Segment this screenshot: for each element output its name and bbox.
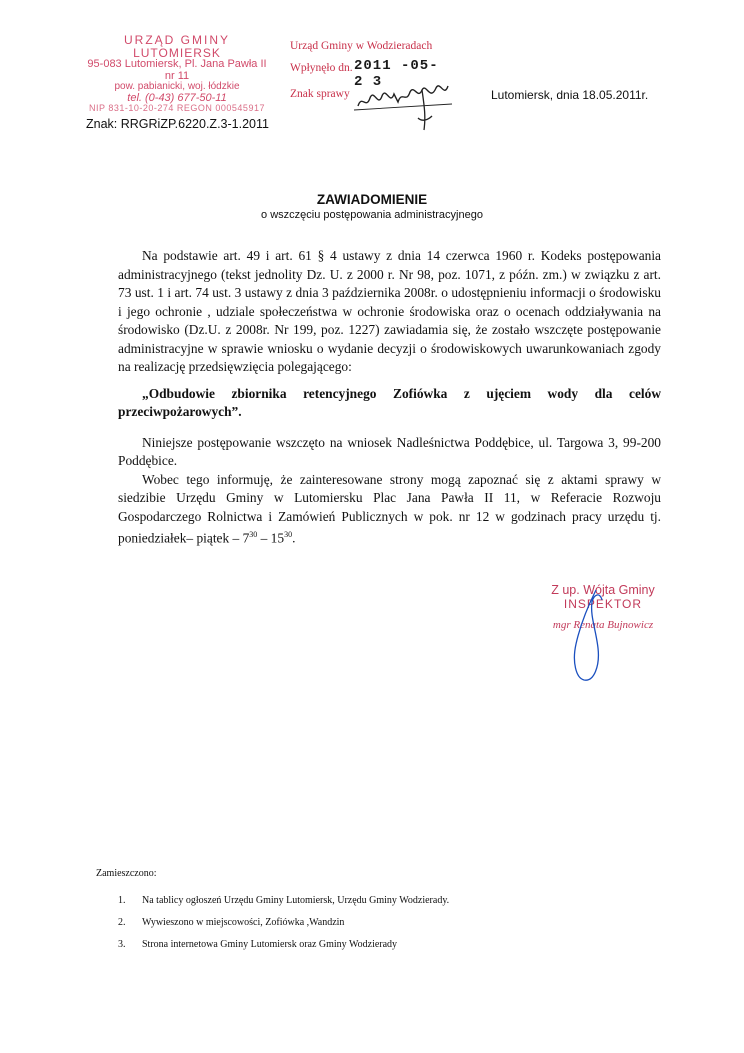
signature-line: Z up. Wójta Gminy xyxy=(551,583,655,597)
handwritten-case-number xyxy=(352,76,462,134)
stamp-line: LUTOMIERSK xyxy=(133,45,221,60)
list-item xyxy=(118,912,449,934)
hours-from: 7 xyxy=(242,530,250,546)
project-name: „Odbudowie zbiornika retencyjnego Zofiówka z ujęciem wody dla celów przeciwpożarowych”. xyxy=(118,385,661,419)
page-title: ZAWIADOMIENIE xyxy=(316,192,428,207)
signature-line: INSPEKTOR xyxy=(563,597,643,611)
paragraph: Niniejsze postępowanie wszczęto na wniosek Nadleśnictwa Poddębice, ul. Targowa 3, 99-200 Poddębice. xyxy=(118,434,661,468)
list-item xyxy=(118,890,449,912)
paragraph xyxy=(118,471,661,548)
office-stamp xyxy=(84,34,270,114)
place-date: Lutomiersk, dnia 18.05.2011r. xyxy=(491,88,649,102)
stamp-line: NIP 831-10-20-274 REGON 000545917 xyxy=(89,103,265,114)
case-label: Znak sprawy xyxy=(290,88,350,100)
document-body xyxy=(118,247,661,548)
list-item xyxy=(118,934,449,956)
paragraph: Na podstawie art. 49 i art. 61 § 4 ustawy z dnia 14 czerwca 1960 r. Kodeks postępowania administracyjnego (tekst jednolity Dz. U. z 2000 r. Nr 98, poz. 1071, z późn. zm.) w związku z art. 73 ust. 1 i art. 74 ust. 3 ustawy z dnia 3 października 2008r. o udostępnieniu informacji o środowisku i jego ochronie , udziale społeczeństwa w ochronie środowiska oraz o ocenach oddziaływania na środowisko (Dz.U. z 2008r. Nr 199, poz. 1227) zawiadamia się, że zostało wszczęte postępowanie administracyjne w sprawie wniosku o wydanie decyzji o środowiskowych uwarunkowaniach zgody na realizację przedsięwzięcia polegającego: xyxy=(118,248,661,374)
received-label: Wpłynęło dn. xyxy=(290,62,353,74)
hours-end: . xyxy=(292,530,296,546)
placements-list xyxy=(118,890,449,956)
stamp-line: 95-083 Lutomiersk, Pl. Jana Pawła II nr 11 xyxy=(87,58,267,82)
handwritten-signature xyxy=(566,586,616,686)
hours-to: 15 xyxy=(270,530,285,546)
reference-number: Znak: RRGRiZP.6220.Z.3-1.2011 xyxy=(86,117,269,131)
received-date: 2011 -05- 2 3 xyxy=(354,58,439,90)
stamp-line: tel. (0-43) 677-50-11 xyxy=(127,91,227,104)
list-number: 1. xyxy=(118,895,126,906)
list-text: Wywieszono w miejscowości, Zofiówka ,Wandzin xyxy=(142,917,345,928)
page-subtitle: o wszczęciu postępowania administracyjnego xyxy=(261,209,483,221)
hours-from-minutes: 30 xyxy=(249,530,258,539)
list-number: 2. xyxy=(118,917,126,928)
hours-to-minutes: 30 xyxy=(284,530,293,539)
stamp-line: pow. pabianicki, woj. łódzkie xyxy=(114,81,240,93)
stamp-line: URZĄD GMINY xyxy=(124,33,230,47)
list-text: Na tablicy ogłoszeń Urzędu Gminy Lutomiersk, Urzędu Gminy Wodzierady. xyxy=(142,895,450,906)
placed-label: Zamieszczono: xyxy=(96,868,157,879)
list-number: 3. xyxy=(118,939,126,950)
received-office: Urząd Gminy w Wodzieradach xyxy=(290,40,433,52)
signature-line: mgr Renata Bujnowicz xyxy=(552,619,654,631)
hours-dash: – xyxy=(257,530,271,546)
list-text: Strona internetowa Gminy Lutomiersk oraz Gminy Wodzierady xyxy=(142,939,398,950)
paragraph-text: Wobec tego informuję, że zainteresowane strony mogą zapoznać się z aktami sprawy w siedzibie Urzędu Gminy w Lutomiersku Plac Jana Pawła II 11, w Referacie Rozwoju Gospodarczego Rolnictwa i Zamówień Publicznych w pok. nr 12 w godzinach pracy urzędu tj. poniedziałek– piątek – xyxy=(118,471,661,546)
